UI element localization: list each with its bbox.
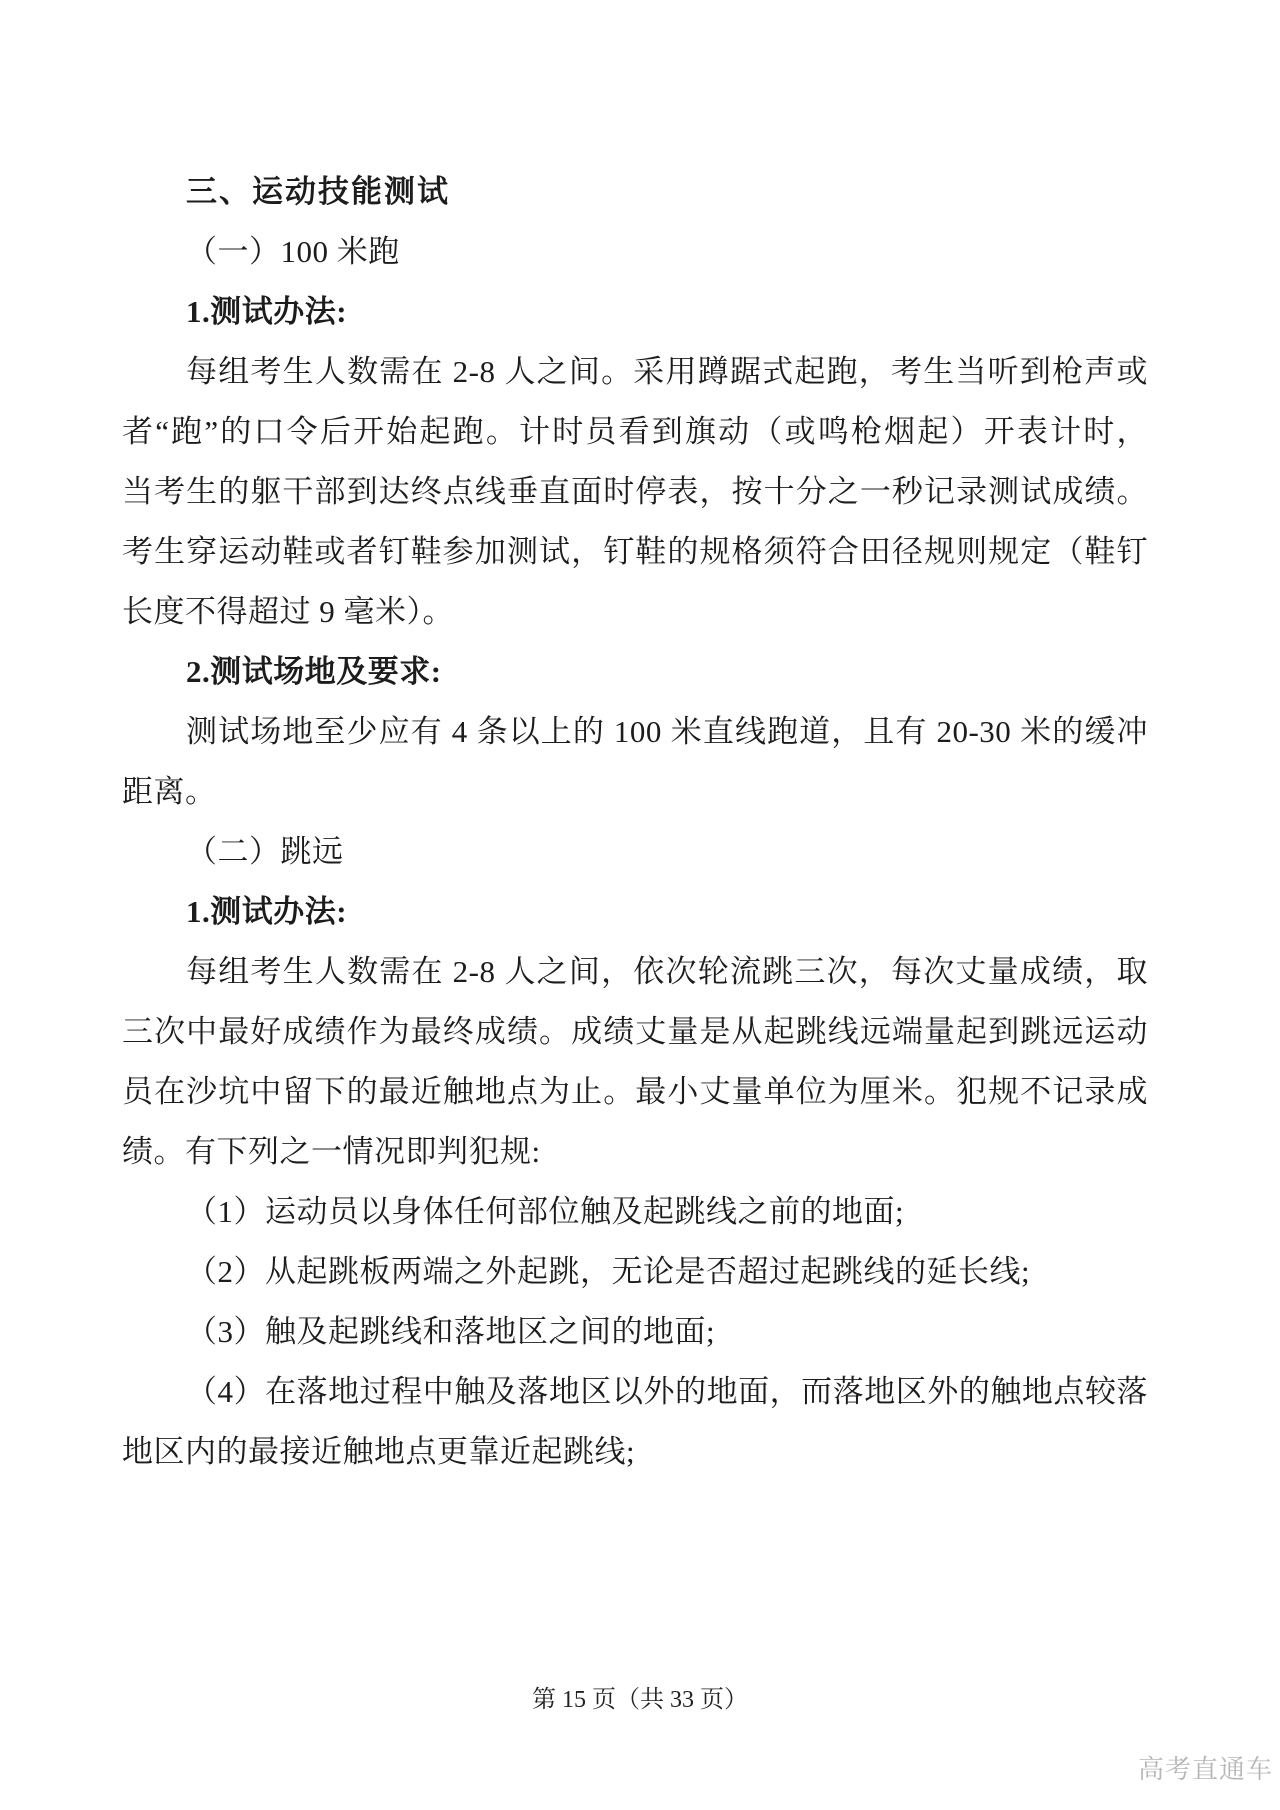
list-item-line: （1）运动员以身体任何部位触及起跳线之前的地面; (186, 1194, 905, 1229)
paragraph-line: 每组考生人数需在 2-8 人之间。采用蹲踞式起跑，考生当听到枪声或 (186, 354, 1148, 389)
section-heading: 三、运动技能测试 (186, 174, 450, 209)
paragraph-line: 者“跑”的口令后开始起跑。计时员看到旗动（或鸣枪烟起）开表计时， (122, 414, 1148, 449)
paragraph-line: 测试场地至少应有 4 条以上的 100 米直线跑道，且有 20-30 米的缓冲 (186, 714, 1148, 749)
watermark-text: 高考直通车 (1137, 1754, 1273, 1784)
paragraph-line: 考生穿运动鞋或者钉鞋参加测试，钉鞋的规格须符合田径规则规定（鞋钉 (122, 534, 1148, 569)
list-item-line: （4）在落地过程中触及落地区以外的地面，而落地区外的触地点较落 (186, 1374, 1148, 1409)
subsection-heading-100m-run: （一）100 米跑 (186, 234, 400, 269)
list-item-line: （3）触及起跳线和落地区之间的地面; (186, 1314, 716, 1349)
subsection-heading-long-jump: （二）跳远 (186, 834, 344, 869)
list-item-line: 地区内的最接近触地点更靠近起跳线; (122, 1434, 636, 1469)
method-heading: 1.测试办法: (186, 894, 348, 929)
paragraph-line: 员在沙坑中留下的最近触地点为止。最小丈量单位为厘米。犯规不记录成 (122, 1074, 1148, 1109)
method-heading: 1.测试办法: (186, 294, 348, 329)
document-body (122, 162, 1148, 1482)
paragraph-line: 距离。 (122, 774, 217, 809)
paragraph-line: 当考生的躯干部到达终点线垂直面时停表，按十分之一秒记录测试成绩。 (122, 474, 1148, 509)
venue-heading: 2.测试场地及要求: (186, 654, 442, 689)
page-number: 第 15 页（共 33 页） (532, 1687, 748, 1713)
paragraph-line: 长度不得超过 9 毫米）。 (122, 594, 454, 629)
list-item-line: （2）从起跳板两端之外起跳，无论是否超过起跳线的延长线; (186, 1254, 1031, 1289)
paragraph-line: 绩。有下列之一情况即判犯规: (122, 1134, 541, 1169)
paragraph-line: 每组考生人数需在 2-8 人之间，依次轮流跳三次，每次丈量成绩，取 (186, 954, 1148, 989)
paragraph-line: 三次中最好成绩作为最终成绩。成绩丈量是从起跳线远端量起到跳远运动 (122, 1014, 1148, 1049)
